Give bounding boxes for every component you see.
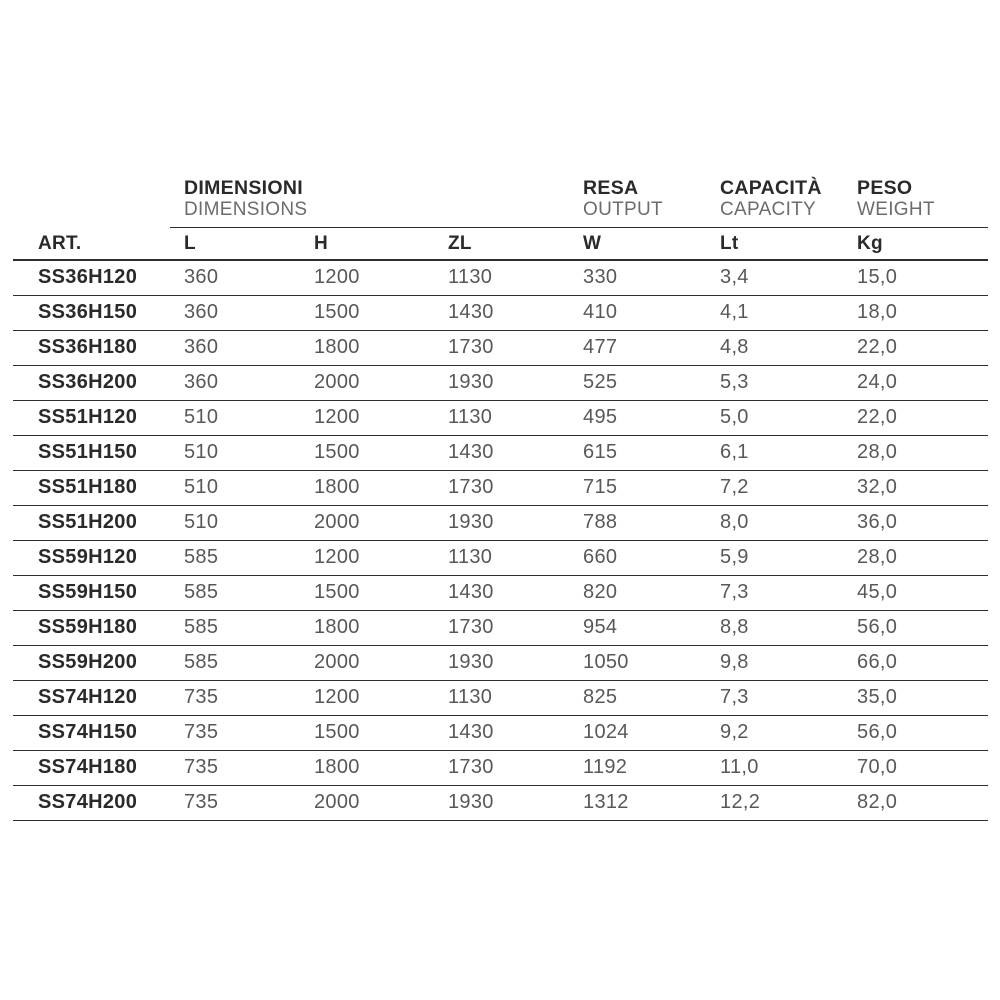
spec-value-cell: 735 <box>170 750 300 785</box>
table-row <box>13 540 988 575</box>
column-header-art: ART. <box>13 227 170 260</box>
spec-value-cell: 7,3 <box>706 575 843 610</box>
spec-value-cell: 9,8 <box>706 645 843 680</box>
spec-value-cell: 1930 <box>434 365 569 400</box>
table-row <box>13 750 988 785</box>
spec-value-cell: 715 <box>569 470 706 505</box>
spec-value-cell: 360 <box>170 330 300 365</box>
spec-value-cell: 4,1 <box>706 295 843 330</box>
spec-value-cell: 1500 <box>300 295 434 330</box>
spec-value-cell: 32,0 <box>843 470 988 505</box>
spec-value-cell: 1930 <box>434 505 569 540</box>
spec-value-cell: 735 <box>170 715 300 750</box>
spec-value-cell: 660 <box>569 540 706 575</box>
group-title-peso: PESO <box>857 176 913 199</box>
spec-value-cell: 1800 <box>300 470 434 505</box>
table-row <box>13 365 988 400</box>
spec-value-cell: 1730 <box>434 750 569 785</box>
spec-value-cell: 1800 <box>300 330 434 365</box>
spec-value-cell: 1430 <box>434 435 569 470</box>
spec-value-cell: 1200 <box>300 680 434 715</box>
spec-sheet <box>13 175 988 821</box>
spec-value-cell: 5,0 <box>706 400 843 435</box>
table-row <box>13 505 988 540</box>
spec-value-cell: 24,0 <box>843 365 988 400</box>
article-code-cell: SS74H200 <box>13 785 170 820</box>
spec-value-cell: 788 <box>569 505 706 540</box>
spec-value-cell: 1800 <box>300 750 434 785</box>
table-row <box>13 610 988 645</box>
spec-value-cell: 36,0 <box>843 505 988 540</box>
spec-value-cell: 9,2 <box>706 715 843 750</box>
spec-value-cell: 70,0 <box>843 750 988 785</box>
spec-value-cell: 495 <box>569 400 706 435</box>
spec-value-cell: 1430 <box>434 295 569 330</box>
spec-value-cell: 8,8 <box>706 610 843 645</box>
group-header-spacer <box>13 175 170 227</box>
article-code-cell: SS74H120 <box>13 680 170 715</box>
spec-value-cell: 510 <box>170 505 300 540</box>
spec-value-cell: 585 <box>170 540 300 575</box>
group-header-capacity <box>706 175 843 227</box>
table-row <box>13 470 988 505</box>
spec-value-cell: 12,2 <box>706 785 843 820</box>
spec-value-cell: 1500 <box>300 575 434 610</box>
spec-value-cell: 410 <box>569 295 706 330</box>
column-header-lt: Lt <box>706 227 843 260</box>
spec-value-cell: 15,0 <box>843 260 988 295</box>
group-subtitle-capacity: CAPACITY <box>720 198 817 220</box>
spec-value-cell: 45,0 <box>843 575 988 610</box>
spec-value-cell: 1500 <box>300 435 434 470</box>
spec-value-cell: 1430 <box>434 715 569 750</box>
spec-value-cell: 4,8 <box>706 330 843 365</box>
table-row <box>13 295 988 330</box>
spec-value-cell: 1730 <box>434 330 569 365</box>
spec-value-cell: 1500 <box>300 715 434 750</box>
spec-value-cell: 1130 <box>434 260 569 295</box>
table-row <box>13 645 988 680</box>
spec-value-cell: 1930 <box>434 645 569 680</box>
group-header-dimensions <box>170 175 569 227</box>
spec-value-cell: 510 <box>170 435 300 470</box>
spec-value-cell: 1930 <box>434 785 569 820</box>
spec-value-cell: 5,9 <box>706 540 843 575</box>
column-header-kg: Kg <box>843 227 988 260</box>
article-code-cell: SS36H180 <box>13 330 170 365</box>
spec-value-cell: 1130 <box>434 540 569 575</box>
spec-value-cell: 825 <box>569 680 706 715</box>
spec-value-cell: 1200 <box>300 260 434 295</box>
spec-value-cell: 1312 <box>569 785 706 820</box>
spec-value-cell: 8,0 <box>706 505 843 540</box>
spec-value-cell: 2000 <box>300 365 434 400</box>
article-code-cell: SS51H200 <box>13 505 170 540</box>
spec-value-cell: 1430 <box>434 575 569 610</box>
spec-value-cell: 6,1 <box>706 435 843 470</box>
spec-value-cell: 82,0 <box>843 785 988 820</box>
spec-value-cell: 585 <box>170 575 300 610</box>
product-spec-table <box>13 175 988 821</box>
spec-value-cell: 585 <box>170 645 300 680</box>
spec-value-cell: 7,2 <box>706 470 843 505</box>
article-code-cell: SS51H150 <box>13 435 170 470</box>
spec-value-cell: 1130 <box>434 680 569 715</box>
spec-value-cell: 2000 <box>300 645 434 680</box>
spec-value-cell: 360 <box>170 260 300 295</box>
spec-value-cell: 66,0 <box>843 645 988 680</box>
spec-value-cell: 330 <box>569 260 706 295</box>
spec-value-cell: 56,0 <box>843 715 988 750</box>
group-title-dimensioni: DIMENSIONI <box>184 176 303 199</box>
spec-value-cell: 11,0 <box>706 750 843 785</box>
spec-value-cell: 2000 <box>300 505 434 540</box>
spec-value-cell: 22,0 <box>843 400 988 435</box>
spec-value-cell: 735 <box>170 680 300 715</box>
group-subtitle-weight: WEIGHT <box>857 198 935 220</box>
article-code-cell: SS59H150 <box>13 575 170 610</box>
group-subtitle-dimensions: DIMENSIONS <box>184 198 308 220</box>
spec-value-cell: 510 <box>170 470 300 505</box>
spec-value-cell: 1130 <box>434 400 569 435</box>
spec-value-cell: 28,0 <box>843 540 988 575</box>
spec-value-cell: 585 <box>170 610 300 645</box>
article-code-cell: SS74H150 <box>13 715 170 750</box>
spec-value-cell: 3,4 <box>706 260 843 295</box>
group-header-weight <box>843 175 988 227</box>
article-code-cell: SS51H180 <box>13 470 170 505</box>
spec-value-cell: 7,3 <box>706 680 843 715</box>
group-header-row <box>13 175 988 227</box>
table-row <box>13 330 988 365</box>
article-code-cell: SS59H180 <box>13 610 170 645</box>
spec-value-cell: 5,3 <box>706 365 843 400</box>
spec-value-cell: 735 <box>170 785 300 820</box>
article-code-cell: SS36H120 <box>13 260 170 295</box>
spec-value-cell: 1730 <box>434 470 569 505</box>
spec-value-cell: 1192 <box>569 750 706 785</box>
spec-value-cell: 35,0 <box>843 680 988 715</box>
spec-value-cell: 28,0 <box>843 435 988 470</box>
table-row <box>13 400 988 435</box>
spec-value-cell: 1800 <box>300 610 434 645</box>
spec-value-cell: 360 <box>170 365 300 400</box>
article-code-cell: SS51H120 <box>13 400 170 435</box>
spec-value-cell: 525 <box>569 365 706 400</box>
spec-value-cell: 18,0 <box>843 295 988 330</box>
article-code-cell: SS74H180 <box>13 750 170 785</box>
table-row <box>13 260 988 295</box>
article-code-cell: SS59H120 <box>13 540 170 575</box>
article-code-cell: SS59H200 <box>13 645 170 680</box>
article-code-cell: SS36H150 <box>13 295 170 330</box>
spec-value-cell: 56,0 <box>843 610 988 645</box>
spec-value-cell: 954 <box>569 610 706 645</box>
spec-value-cell: 1730 <box>434 610 569 645</box>
group-title-resa: RESA <box>583 176 639 199</box>
column-header-l: L <box>170 227 300 260</box>
spec-value-cell: 820 <box>569 575 706 610</box>
spec-value-cell: 1024 <box>569 715 706 750</box>
group-subtitle-output: OUTPUT <box>583 198 663 220</box>
table-row <box>13 680 988 715</box>
spec-value-cell: 2000 <box>300 785 434 820</box>
spec-value-cell: 1200 <box>300 400 434 435</box>
group-title-capacita: CAPACITÀ <box>720 176 822 199</box>
column-header-w: W <box>569 227 706 260</box>
column-header-zl: ZL <box>434 227 569 260</box>
spec-value-cell: 615 <box>569 435 706 470</box>
table-row <box>13 575 988 610</box>
column-header-h: H <box>300 227 434 260</box>
table-row <box>13 715 988 750</box>
spec-value-cell: 1200 <box>300 540 434 575</box>
table-row <box>13 435 988 470</box>
column-header-row <box>13 227 988 260</box>
spec-value-cell: 360 <box>170 295 300 330</box>
spec-value-cell: 1050 <box>569 645 706 680</box>
spec-table-body <box>13 260 988 820</box>
spec-value-cell: 477 <box>569 330 706 365</box>
spec-value-cell: 510 <box>170 400 300 435</box>
spec-value-cell: 22,0 <box>843 330 988 365</box>
table-row <box>13 785 988 820</box>
article-code-cell: SS36H200 <box>13 365 170 400</box>
group-header-output <box>569 175 706 227</box>
